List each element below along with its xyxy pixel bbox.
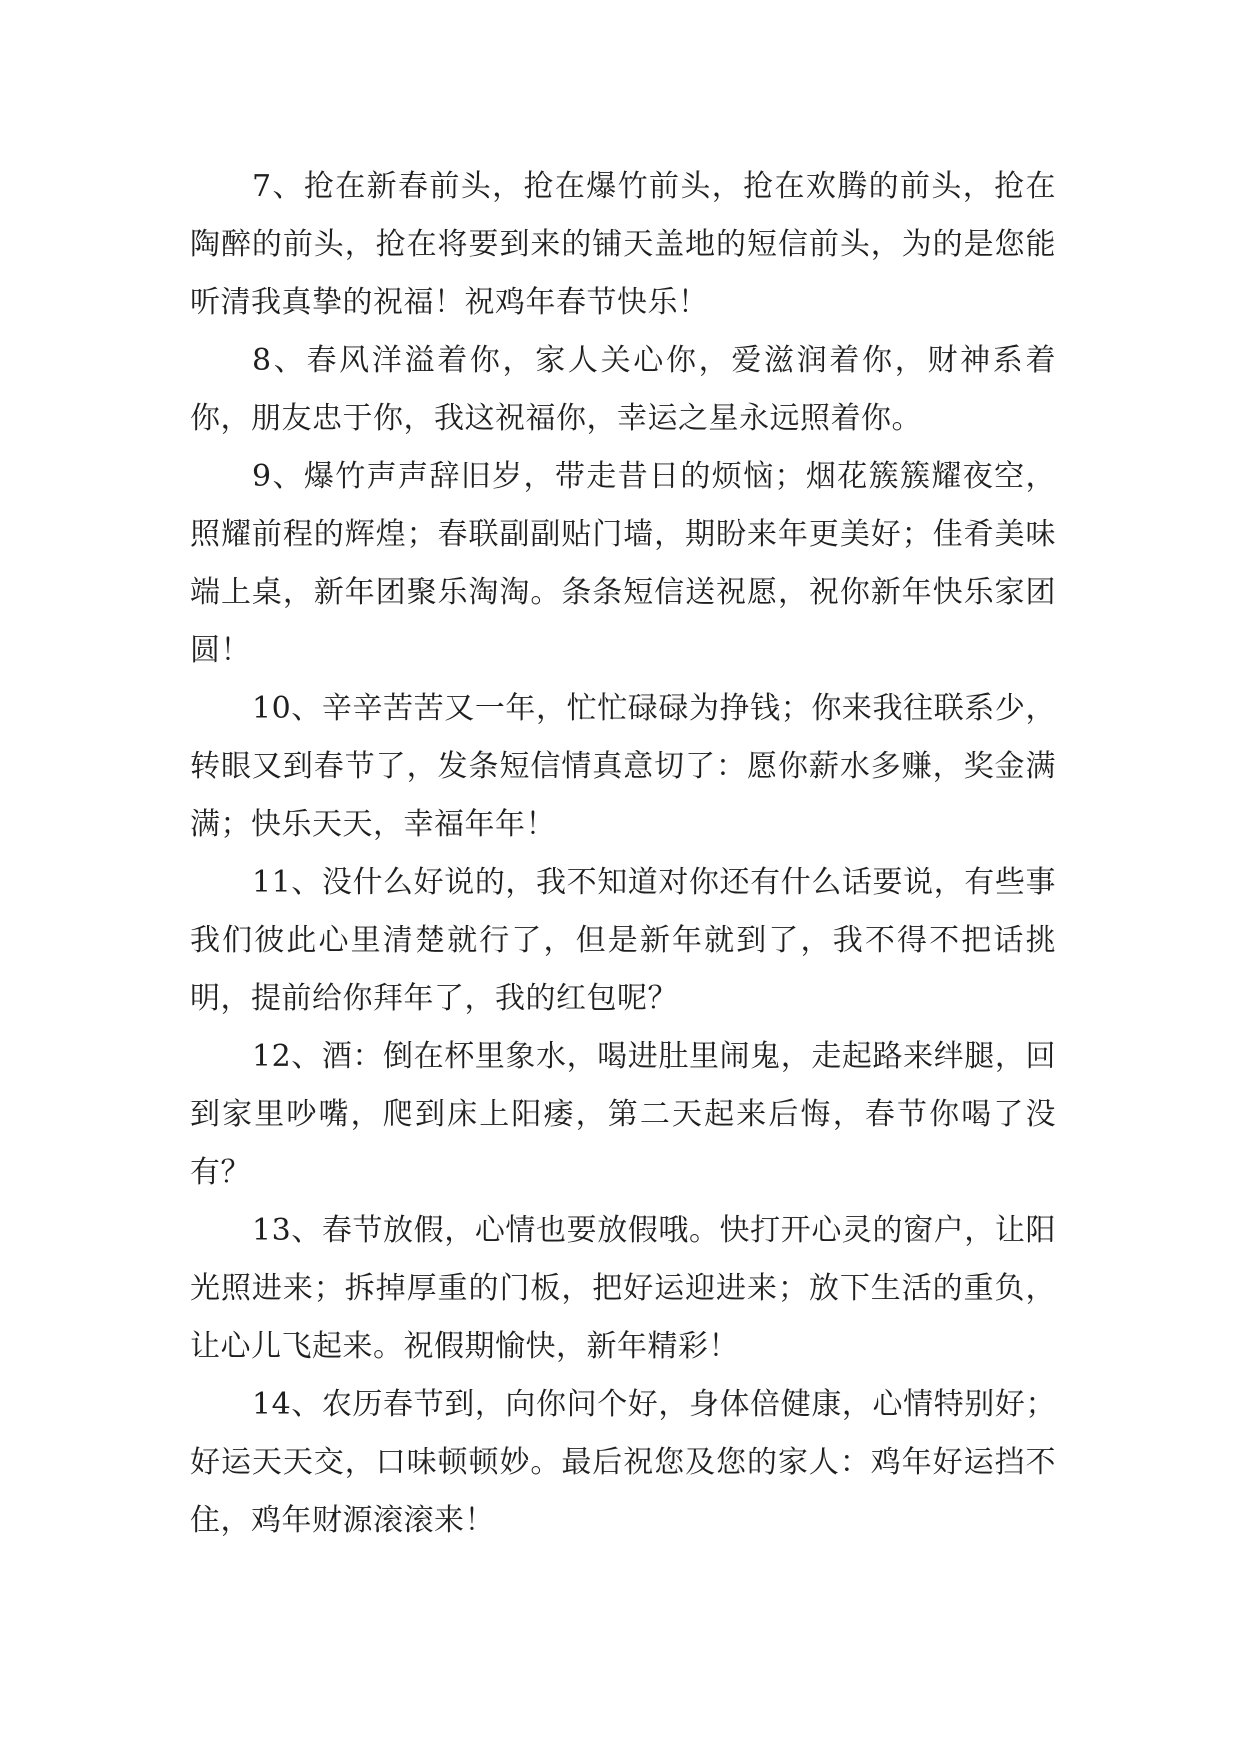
- paragraph-12: 12、酒：倒在杯里象水，喝进肚里闹鬼，走起路来绊腿，回到家里吵嘴，爬到床上阳痿，第二天起来后悔，春节你喝了没有？: [190, 1039, 1056, 1190]
- paragraph-13: 13、春节放假，心情也要放假哦。快打开心灵的窗户，让阳光照进来；拆掉厚重的门板，把好运迎进来；放下生活的重负，让心儿飞起来。祝假期愉快，新年精彩！: [190, 1213, 1056, 1364]
- paragraph-14: 14、农历春节到，向你问个好，身体倍健康，心情特别好；好运天天交，口味顿顿妙。最后祝您及您的家人：鸡年好运挡不住，鸡年财源滚滚来！: [190, 1387, 1056, 1538]
- document-body: [190, 158, 1056, 1550]
- paragraph-11: 11、没什么好说的，我不知道对你还有什么话要说，有些事我们彼此心里清楚就行了，但是新年就到了，我不得不把话挑明，提前给你拜年了，我的红包呢？: [190, 865, 1056, 1016]
- paragraph-7: 7、抢在新春前头，抢在爆竹前头，抢在欢腾的前头，抢在陶醉的前头，抢在将要到来的铺天盖地的短信前头，为的是您能听清我真挚的祝福！祝鸡年春节快乐！: [190, 169, 1056, 320]
- paragraph-8: 8、春风洋溢着你，家人关心你，爱滋润着你，财神系着你，朋友忠于你，我这祝福你，幸运之星永远照着你。: [190, 343, 1056, 436]
- paragraph-10: 10、辛辛苦苦又一年，忙忙碌碌为挣钱；你来我往联系少，转眼又到春节了，发条短信情真意切了：愿你薪水多赚，奖金满满；快乐天天，幸福年年！: [190, 691, 1056, 842]
- paragraph-9: 9、爆竹声声辞旧岁，带走昔日的烦恼；烟花簇簇耀夜空，照耀前程的辉煌；春联副副贴门墙，期盼来年更美好；佳肴美味端上桌，新年团聚乐淘淘。条条短信送祝愿，祝你新年快乐家团圆！: [190, 459, 1056, 668]
